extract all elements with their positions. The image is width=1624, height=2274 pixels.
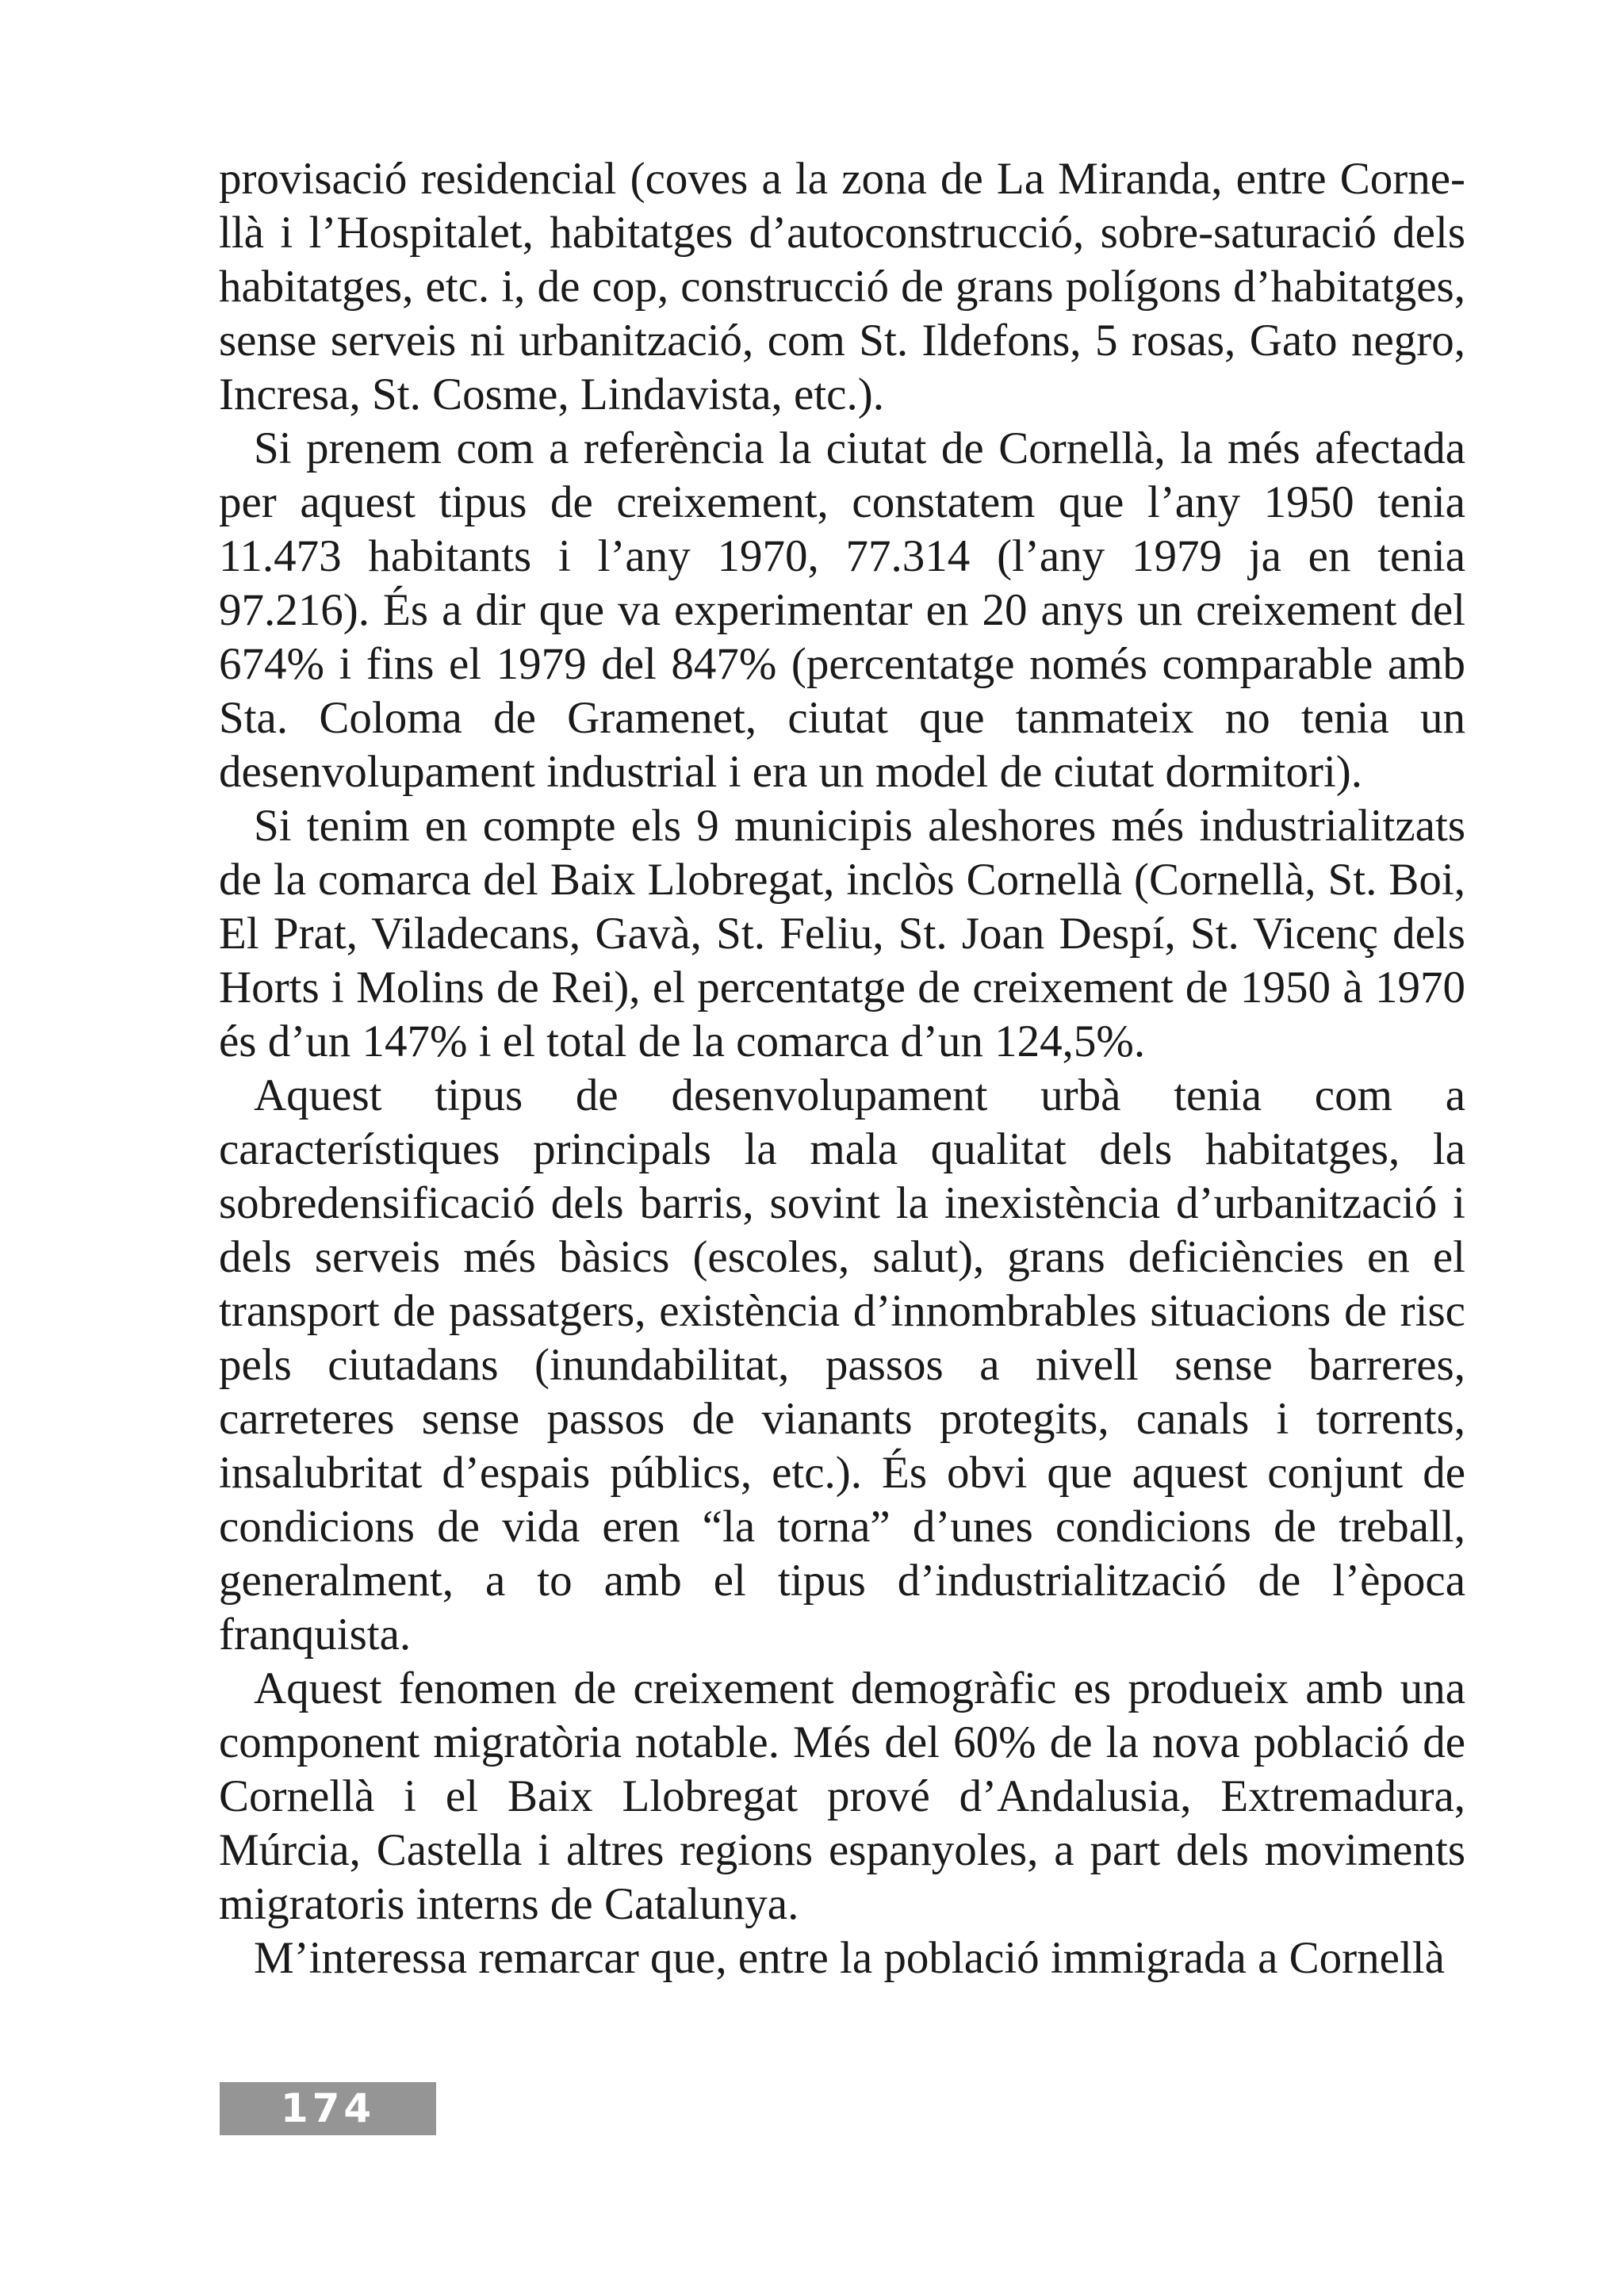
paragraph-2: Si prenem com a referència la ciutat de Cornellà, la més afectada per aquest tipus de creixement, constatem que l’any 1950 tenia 11.473 habitants i l’any 1970, 77.314 (l’any 1979 ja en tenia 97.216). És a dir que va experimentar en 20 anys un creixement del 674% i fins el 1979 del 847% (percentatge només comparable amb Sta. Coloma de Gramenet, ciutat que tanmateix no tenia un desenvolupament industrial i era un model de ciutat dormitori). [219, 423, 1465, 797]
paragraph-4: Aquest tipus de desenvolupament urbà tenia com a característiques principals la mala qualitat dels habitatges, la sobredensificació dels barris, sovint la inexistència d’urbanització i dels serveis més bàsics (escoles, salut), grans deficiències en el transport de passatgers, existència d’innombrables situacions de risc pels ciutadans (inundabilitat, passos a nivell sense barreres, carreteres sense passos de vianants protegits, canals i torrents, insalubritat d’espais públics, etc.). És obvi que aquest conjunt de condicions de vida eren “la torna” d’unes condicions de treball, generalment, a to amb el tipus d’industrialització de l’època franquista. [219, 1070, 1465, 1660]
page-number-badge: 174 [220, 2082, 436, 2135]
paragraph-5: Aquest fenomen de creixement demogràfic es produeix amb una component migratòria notable. Més del 60% de la nova població de Cornellà i el Baix Llobregat prové d’Andalusia, Extremadura, Múrcia, Castella i altres regions espanyoles, a part dels moviments migratoris interns de Catalunya. [219, 1663, 1465, 1929]
paragraph-1: provisació residencial (coves a la zona de La Miranda, entre Cornellà i l’Hospitalet, habitatges d’autoconstrucció, sobre-saturació dels habitatges, etc. i, de cop, construcció de grans polígons d’habitatges, sense serveis ni urbanització, com St. Ildefons, 5 rosas, Gato negro, Incresa, St. Cosme, Lindavista, etc.). [219, 154, 1465, 419]
page-body [219, 152, 1465, 1985]
paragraph-3: Si tenim en compte els 9 municipis aleshores més industrialitzats de la comarca del Baix Llobregat, inclòs Cornellà (Cornellà, St. Boi, El Prat, Viladecans, Gavà, St. Feliu, St. Joan Despí, St. Vicenç dels Horts i Molins de Rei), el percentatge de creixement de 1950 à 1970 és d’un 147% i el total de la comarca d’un 124,5%. [219, 801, 1465, 1066]
paragraph-6: M’interessa remarcar que, entre la població immigrada a Cornellà [254, 1933, 1445, 1983]
